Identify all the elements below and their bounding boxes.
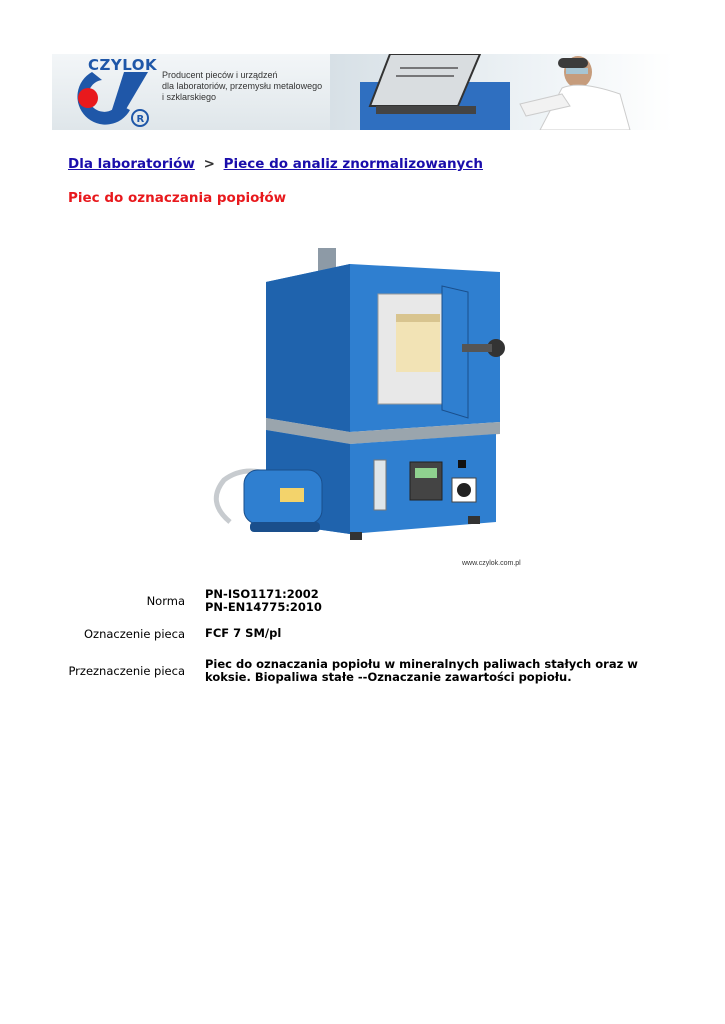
breadcrumb-link-labs[interactable]: Dla laboratoriów	[68, 156, 195, 172]
spec-value-norm: PN-ISO1171:2002 PN-EN14775:2010	[205, 587, 322, 614]
spec-label-purpose: Przeznaczenie pieca	[68, 664, 185, 678]
company-tagline: Producent pieców i urządzeń dla laboratoriów, przemysłu metalowego i szklarskiego	[162, 70, 323, 102]
breadcrumb-separator: >	[203, 156, 215, 172]
spec-value-designation: FCF 7 SM/pl	[205, 626, 282, 640]
product-image	[200, 222, 525, 572]
spec-label-designation: Oznaczenie pieca	[83, 626, 185, 641]
image-watermark: www.czylok.com.pl	[462, 560, 521, 567]
logo-area	[52, 54, 330, 130]
spec-value-purpose: Piec do oznaczania popiołu w mineralnych paliwach stałych oraz w koksie. Biopaliwa stałe --Oznaczanie zawartości popiołu.	[205, 657, 638, 684]
banner-photo	[330, 54, 673, 130]
lab-furnace-photo-icon	[330, 54, 673, 130]
ash-furnace-icon	[200, 222, 525, 572]
breadcrumb-link-standard-analysis[interactable]: Piece do analiz znormalizowanych	[223, 156, 483, 172]
svg-text:R: R	[136, 114, 145, 125]
table-row	[60, 616, 660, 651]
logo-wordmark: CZYLOK	[88, 56, 158, 74]
breadcrumb	[68, 156, 483, 172]
spec-label-norm: Norma	[146, 594, 185, 608]
header-banner	[52, 54, 673, 130]
table-row	[60, 586, 660, 616]
spec-table	[60, 586, 660, 691]
table-row	[60, 651, 660, 691]
page-title: Piec do oznaczania popiołów	[68, 190, 287, 206]
